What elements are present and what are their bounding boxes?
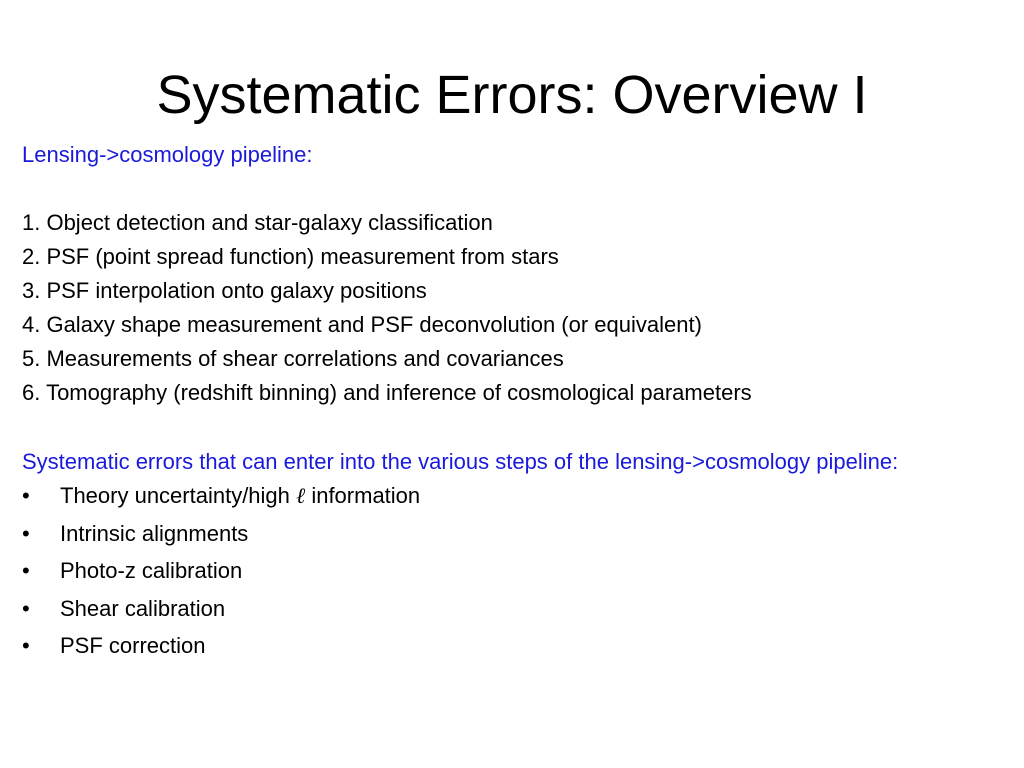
bullet-glyph: • bbox=[22, 520, 30, 546]
systematic-item-theory-text-before: Theory uncertainty/high bbox=[60, 483, 297, 508]
slide-title: Systematic Errors: Overview I bbox=[156, 65, 868, 125]
section-spacer bbox=[22, 410, 1002, 444]
pipeline-step-1: 1. Object detection and star-galaxy classification bbox=[22, 210, 493, 235]
pipeline-step-6: 6. Tomography (redshift binning) and inference of cosmological parameters bbox=[22, 380, 752, 405]
bullet-glyph: • bbox=[22, 483, 30, 508]
ell-symbol: ℓ bbox=[296, 483, 306, 508]
pipeline-step-2: 2. PSF (point spread function) measurement from stars bbox=[22, 244, 559, 269]
systematics-heading: Systematic errors that can enter into the various steps of the lensing->cosmology pipeline: bbox=[22, 449, 899, 474]
pipeline-step-4: 4. Galaxy shape measurement and PSF deconvolution (or equivalent) bbox=[22, 312, 702, 337]
pipeline-step-3: 3. PSF interpolation onto galaxy positions bbox=[22, 278, 427, 303]
systematic-item-psf-correction bbox=[22, 627, 1002, 665]
pipeline-step-5: 5. Measurements of shear correlations and covariances bbox=[22, 346, 564, 371]
pipeline-heading: Lensing->cosmology pipeline: bbox=[22, 142, 313, 167]
systematic-item-text: Shear calibration bbox=[60, 595, 226, 621]
bullet-glyph: • bbox=[22, 558, 30, 583]
systematic-item-photo-z bbox=[22, 552, 1002, 590]
systematic-item-text: Photo-z calibration bbox=[60, 558, 243, 583]
bullet-glyph: • bbox=[22, 595, 30, 621]
systematic-item-shear-calibration bbox=[22, 590, 1002, 628]
systematic-item-text: PSF correction bbox=[60, 633, 206, 658]
slide-body bbox=[22, 138, 1002, 665]
systematics-list bbox=[22, 477, 1002, 665]
systematic-item-intrinsic-alignments bbox=[22, 515, 1002, 553]
systematic-item-text: Intrinsic alignments bbox=[60, 520, 249, 546]
bullet-glyph: • bbox=[22, 633, 30, 658]
pipeline-steps-list bbox=[22, 206, 1002, 410]
systematic-item-theory bbox=[22, 477, 1002, 515]
systematic-item-theory-text-after: information bbox=[305, 483, 421, 508]
